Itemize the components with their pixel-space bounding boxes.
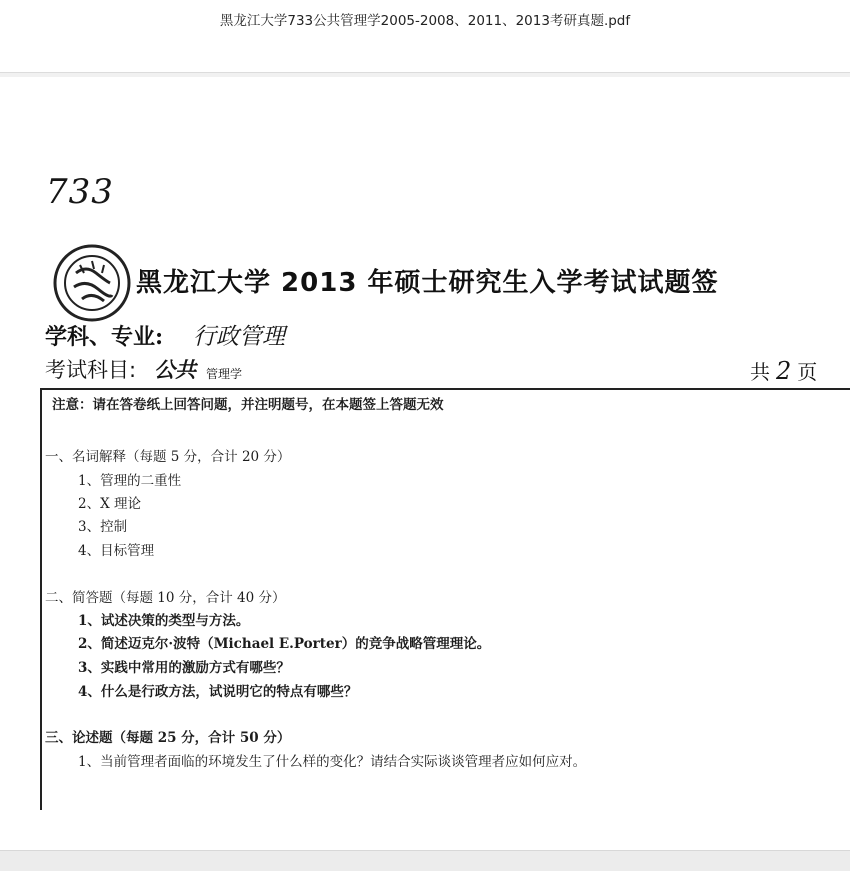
section-heading: 三、论述题（每题 25 分，合计 50 分） [45,730,291,746]
question-item: 4、什么是行政方法，试说明它的特点有哪些？ [78,684,358,700]
university-exam-title: 黑龙江大学 2013 年硕士研究生入学考试试题签 [136,268,719,298]
question-item: 1、试述决策的类型与方法。 [78,613,250,629]
university-seal-icon [52,243,132,323]
page-count-suffix: 页 [797,360,818,384]
question-item: 4、目标管理 [78,543,155,559]
page-count [750,356,817,385]
page-count-prefix: 共 [750,360,770,384]
question-item: 1、管理的二重性 [78,473,182,489]
section-heading: 一、名词解释（每题 5 分，合计 20 分） [45,449,291,465]
question-item: 1、当前管理者面临的环境发生了什么样的变化？请结合实际谈谈管理者应如何应对。 [78,754,587,770]
subject-value: 行政管理 [193,324,285,350]
course-value-print: 管理学 [206,367,243,381]
question-item: 3、实践中常用的激励方式有哪些？ [78,660,290,676]
section-heading: 二、简答题（每题 10 分，合计 40 分） [45,590,286,606]
question-item: 2、简述迈克尔·波特（Michael E.Porter）的竞争战略管理理论。 [78,636,491,652]
exam-code-handwritten: 733 [46,172,114,212]
document-title: 黑龙江大学733公共管理学2005-2008、2011、2013考研真题.pdf [219,13,631,29]
exam-notice: 注意：请在答卷纸上回答问题，并注明题号，在本题签上答题无效 [52,397,444,413]
course-value-handwritten: 公共 [154,357,196,382]
subject-label: 学科、专业: [45,324,164,350]
question-item: 2、X 理论 [78,496,141,512]
page-count-value: 2 [776,357,792,385]
document-title-bar [0,0,850,73]
course-label: 考试科目: [45,358,137,382]
viewer-bottom-strip [0,850,850,871]
question-item: 3、控制 [78,519,128,535]
